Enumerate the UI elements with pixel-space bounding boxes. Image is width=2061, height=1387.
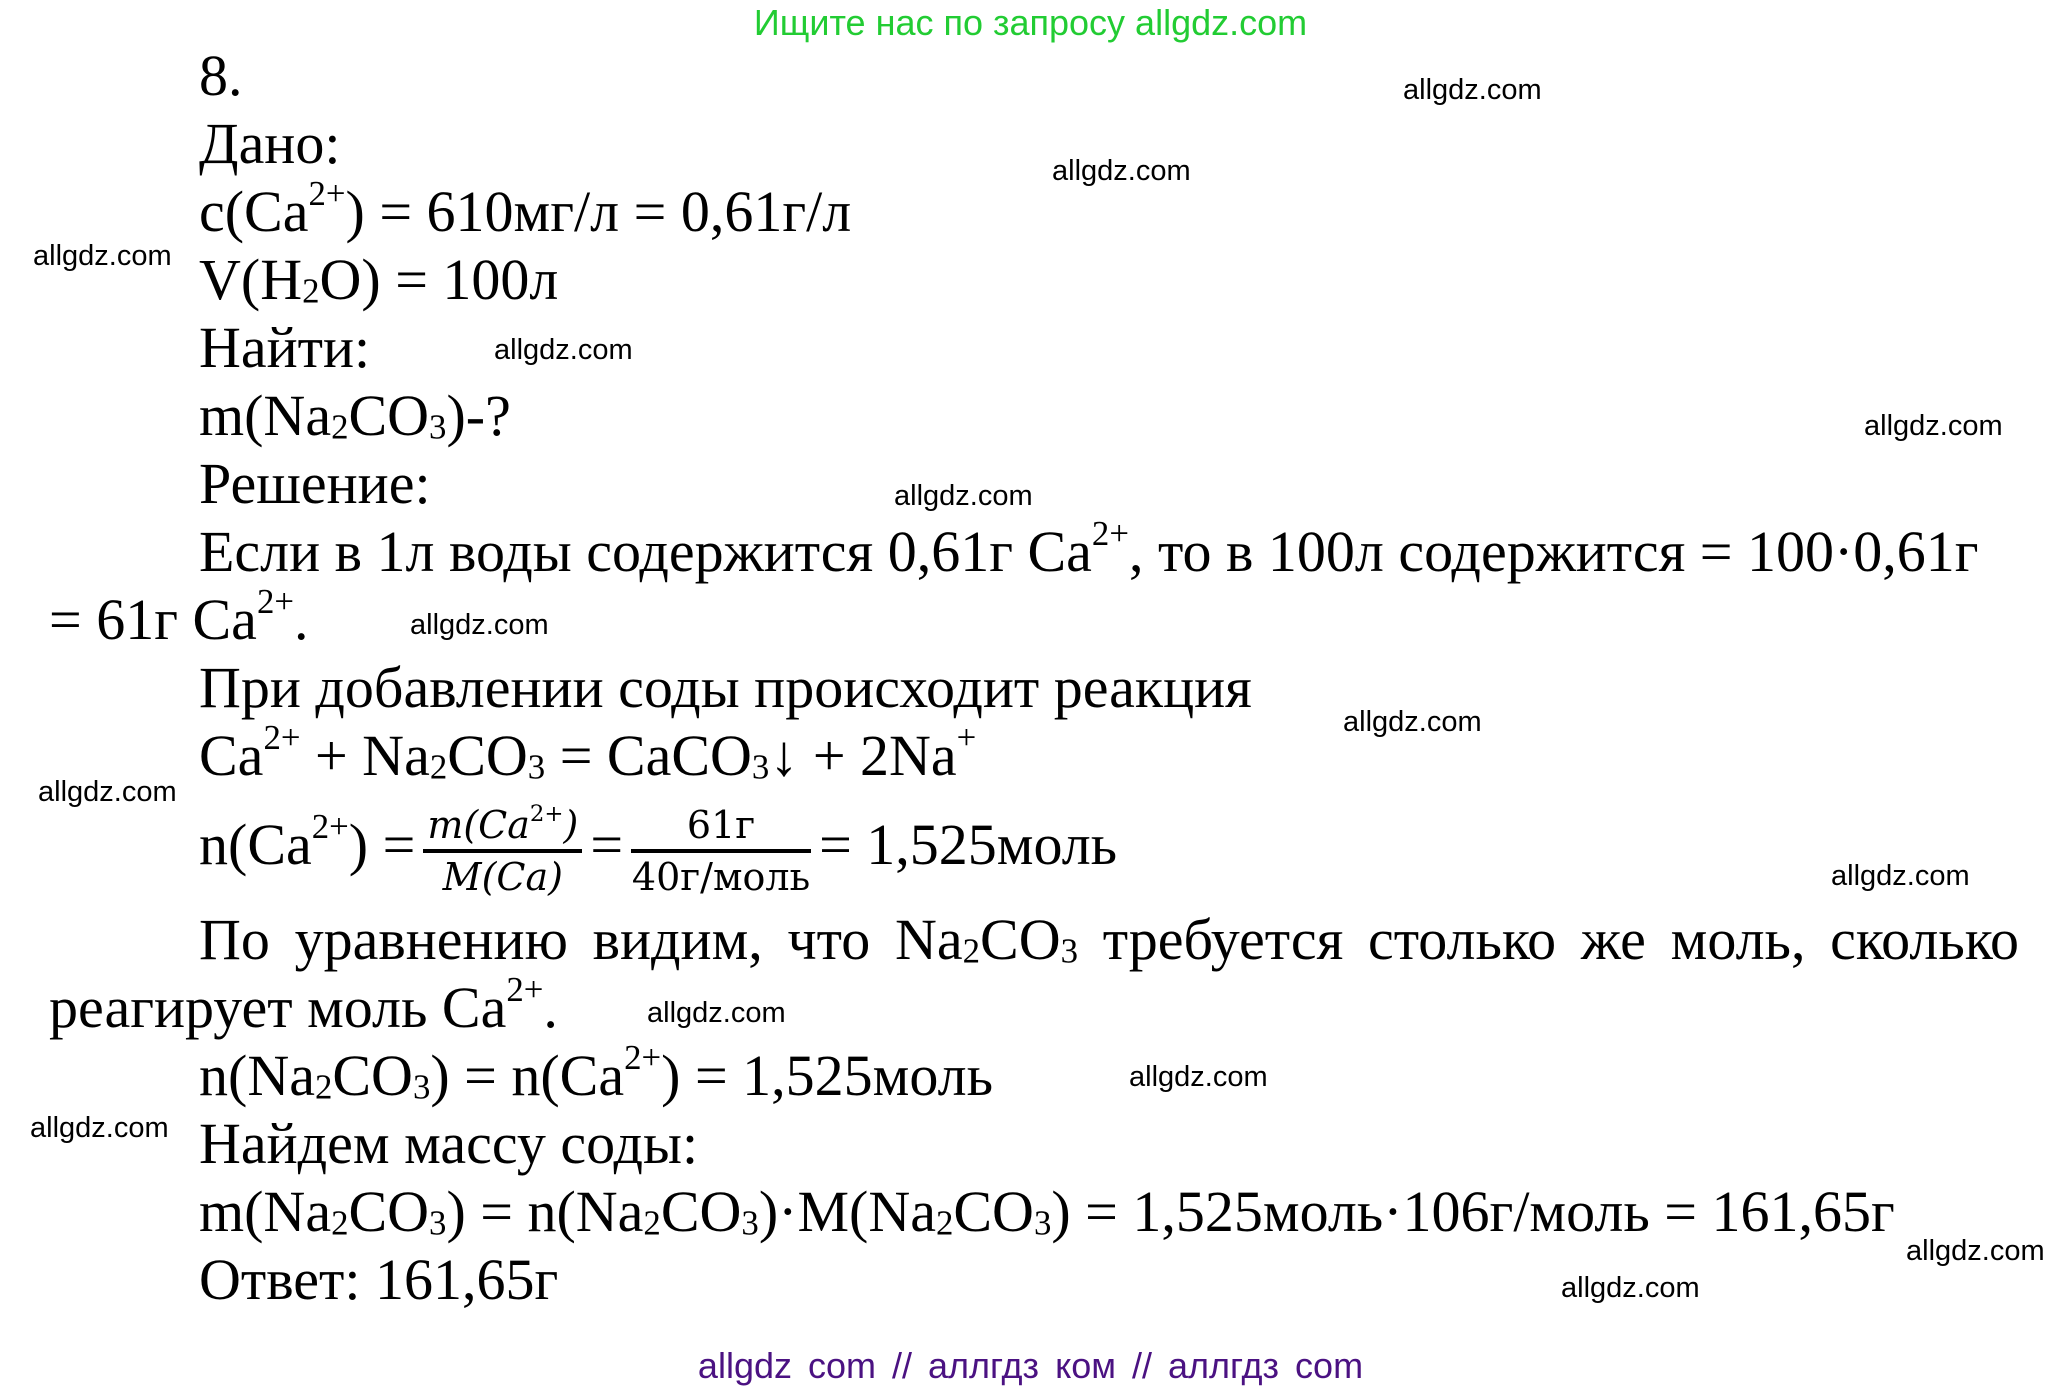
charge: 2+ — [624, 1037, 662, 1077]
equal-moles — [199, 1037, 994, 1110]
numerator: 61г — [686, 802, 756, 847]
subscript: 3 — [429, 1203, 447, 1243]
text: Ca — [199, 723, 264, 788]
moles-equation: $n(Ca^{2+})$ = $\frac{m(Ca^{2+})}{M(Ca)}$ = $\frac{61г}{\text{40г/моль}}$ = 1,525моль — [199, 800, 1118, 899]
text: , то в 100л содержится = 100·0,61г — [1128, 519, 1979, 584]
charge: 2+ — [311, 806, 349, 846]
text: CO — [980, 907, 1061, 972]
subscript: 2 — [314, 1067, 333, 1107]
watermark: allgdz.com — [38, 776, 177, 808]
step1-line1 — [199, 513, 1979, 586]
text: V(H — [199, 247, 303, 312]
find-label: Найти: — [199, 315, 371, 380]
text: )·M(Na — [758, 1179, 936, 1244]
text: ) = 1,525моль·106г/моль = 161,65г — [1051, 1179, 1895, 1244]
numerator — [423, 801, 582, 849]
answer: Ответ: 161,65г — [199, 1247, 559, 1312]
text: n(Na — [199, 1043, 315, 1108]
text: m(Na — [199, 1179, 332, 1244]
subscript: 3 — [751, 747, 770, 787]
watermark: allgdz.com — [1403, 74, 1542, 106]
text: c(Ca — [199, 179, 309, 244]
charge: 2+ — [506, 969, 544, 1009]
text: + Na — [300, 723, 430, 788]
mass-equation — [199, 1178, 1895, 1246]
text: ) = n(Ca — [430, 1043, 625, 1108]
subscript: 3 — [527, 747, 546, 787]
text: ) — [563, 802, 579, 847]
text: ) = 1,525моль — [661, 1043, 994, 1108]
precipitate-arrow-icon: ↓ — [769, 723, 799, 788]
charge: 2+ — [529, 800, 564, 827]
text: По уравнению видим, что Na — [199, 907, 963, 972]
text: . — [293, 587, 309, 652]
step2-text: При добавлении соды происходит реакция — [199, 655, 1252, 720]
watermark: allgdz.com — [410, 609, 549, 641]
text: ) = 610мг/л = 0,61г/л — [345, 179, 852, 244]
watermark: allgdz.com — [1906, 1235, 2045, 1267]
subscript: 2 — [302, 271, 320, 311]
watermark: allgdz.com — [494, 334, 633, 366]
fraction-mass-over-molar — [423, 801, 582, 901]
given-volume — [199, 246, 558, 314]
step4-text: Найдем массу соды: — [199, 1111, 699, 1176]
text: = 61г Ca — [49, 587, 257, 652]
charge: 2+ — [263, 717, 301, 757]
watermark: allgdz.com — [1052, 155, 1191, 187]
text: CO — [660, 1179, 742, 1244]
watermark: allgdz.com — [894, 480, 1033, 512]
watermark: allgdz.com — [1864, 410, 2003, 442]
footer-links: allgdz com // аллгдз ком // аллгдз com — [697, 1345, 1364, 1386]
text: = CaCO — [545, 723, 752, 788]
text: = 1,525моль — [819, 812, 1118, 877]
text: m(Na — [199, 383, 332, 448]
text: O) = 100л — [319, 247, 559, 312]
subscript: 2 — [935, 1203, 954, 1243]
text: Если в 1л воды содержится 0,61г Ca — [199, 519, 1092, 584]
text: реагирует моль Ca — [49, 975, 507, 1040]
charge: 2+ — [1091, 513, 1129, 553]
text: n(Ca — [199, 812, 312, 877]
text: . — [543, 975, 558, 1040]
text: CO — [348, 1179, 430, 1244]
subscript: 2 — [429, 747, 448, 787]
charge: 2+ — [256, 581, 294, 621]
text: CO — [447, 723, 528, 788]
subscript: 3 — [412, 1067, 431, 1107]
step1-line2 — [49, 581, 309, 654]
text: ) = n(Na — [446, 1179, 644, 1244]
solution-label: Решение: — [199, 451, 431, 516]
subscript: 2 — [962, 931, 981, 971]
search-banner: Ищите нас по запросу allgdz.com — [753, 2, 1308, 43]
given-concentration — [199, 173, 852, 246]
given-label: Дано: — [199, 111, 341, 176]
denominator: M(Ca) — [442, 854, 563, 899]
charge: + — [956, 717, 977, 757]
fraction-values — [631, 801, 811, 901]
watermark: allgdz.com — [1129, 1061, 1268, 1093]
text: ) = — [348, 812, 416, 877]
problem-number: 8. — [199, 43, 243, 108]
subscript: 3 — [429, 407, 447, 447]
text: + 2Na — [798, 723, 957, 788]
watermark: allgdz.com — [1831, 860, 1970, 892]
text: требуется столько же моль, сколько — [1078, 907, 2020, 972]
text: CO — [953, 1179, 1034, 1244]
text: m(Ca — [427, 802, 530, 847]
watermark: allgdz.com — [1343, 706, 1482, 738]
subscript: 3 — [741, 1203, 759, 1243]
subscript: 3 — [1033, 1203, 1052, 1243]
text: CO — [348, 383, 430, 448]
watermark: allgdz.com — [647, 997, 786, 1029]
subscript: 3 — [1060, 931, 1078, 971]
subscript: 2 — [331, 407, 349, 447]
watermark: allgdz.com — [30, 1112, 169, 1144]
watermark: allgdz.com — [1561, 1272, 1700, 1304]
find-value — [199, 382, 511, 450]
step3-line1 — [199, 906, 2019, 974]
subscript: 2 — [331, 1203, 349, 1243]
charge: 2+ — [308, 173, 346, 213]
step3-line2 — [49, 969, 558, 1042]
watermark: allgdz.com — [33, 240, 172, 272]
subscript: 2 — [643, 1203, 661, 1243]
reaction-equation — [199, 717, 977, 790]
denominator: 40г/моль — [631, 854, 811, 899]
text: CO — [332, 1043, 413, 1108]
text: )-? — [446, 383, 511, 448]
